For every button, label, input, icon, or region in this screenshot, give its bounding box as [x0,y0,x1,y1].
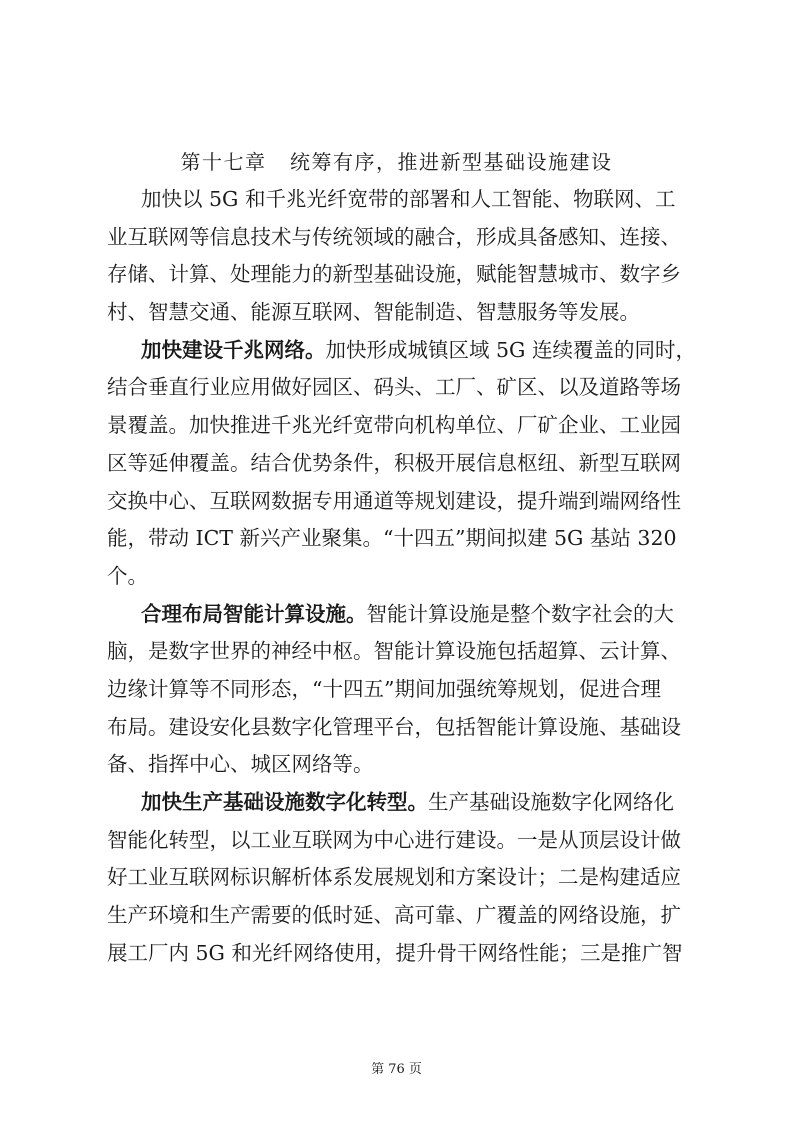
line-text: 智能计算设施是整个数字社会的大 [366,601,674,626]
line-text: 智能化转型，以工业互联网为中心进行建设。一是从顶层设计做 [107,827,681,852]
line-text: 展工厂内 5G 和光纤网络使用，提升骨干网络性能；三是推广智 [107,940,683,965]
paragraph-line [107,369,691,407]
paragraph-line [107,671,691,709]
line-text: 结合垂直行业应用做好园区、码头、工厂、矿区、以及道路等场 [107,375,681,400]
line-text: 生产基础设施数字化网络化 [428,790,674,814]
paragraph-line [107,746,691,784]
paragraph-line [107,483,691,521]
paragraph-line [107,219,691,257]
paragraph-lead-heading: 加快建设千兆网络。 [141,337,326,362]
line-text: 加快形成城镇区域 5G 连续覆盖的同时， [325,337,696,362]
paragraph-line [107,596,691,634]
paragraph-line [107,709,691,747]
paragraph-line [107,558,691,596]
line-text: 好工业互联网标识解析体系发展规划和方案设计；二是构建适应 [107,865,681,890]
document-body [107,181,696,972]
paragraph-line [107,633,691,671]
line-text: 景覆盖。加快推进千兆光纤宽带向机构单位、厂矿企业、工业园 [107,413,681,438]
line-text: 脑，是数字世界的神经中枢。智能计算设施包括超算、云计算、 [107,639,681,664]
line-text: 交换中心、互联网数据专用通道等规划建设，提升端到端网络性 [107,488,681,513]
line-text: 备、指挥中心、城区网络等。 [107,752,374,777]
line-text: 区等延伸覆盖。结合优势条件，积极开展信息枢纽、新型互联网 [107,450,681,475]
paragraph-line [107,520,691,558]
line-text: 个。 [107,563,148,588]
line-text: 布局。建设安化县数字化管理平台，包括智能计算设施、基础设 [107,714,681,739]
paragraph-line [107,859,691,897]
paragraph-line [107,445,691,483]
line-text: 加快以 5G 和千兆光纤宽带的部署和人工智能、物联网、工 [141,187,676,211]
line-text: 生产环境和生产需要的低时延、高可靠、广覆盖的网络设施，扩 [107,903,681,928]
paragraph-lead-heading: 加快生产基础设施数字化转型。 [141,790,428,814]
paragraph-line [107,897,691,935]
paragraph-line [107,407,691,445]
paragraph-line [107,294,691,332]
paragraph-lead-heading: 合理布局智能计算设施。 [141,601,367,626]
paragraph-line [107,256,691,294]
paragraph-line [107,784,691,822]
paragraph-line [107,181,691,219]
line-text: 能，带动 ICT 新兴产业聚集。“十四五”期间拟建 5G 基站 320 [107,526,677,551]
line-text: 村、智慧交通、能源互联网、智能制造、智慧服务等发展。 [107,300,640,325]
paragraph-line [107,822,691,860]
line-text: 业互联网等信息技术与传统领域的融合，形成具备感知、连接、 [107,224,681,249]
line-text: 存储、计算、处理能力的新型基础设施，赋能智慧城市、数字乡 [107,262,681,287]
chapter-title: 第十七章 统筹有序，推进新型基础设施建设 [180,150,613,174]
line-text: 边缘计算等不同形态，“十四五”期间加强统筹规划，促进合理 [107,676,661,701]
paragraph-line [107,332,696,370]
page-number: 第 76 页 [371,1062,422,1077]
paragraph-line [107,935,691,973]
